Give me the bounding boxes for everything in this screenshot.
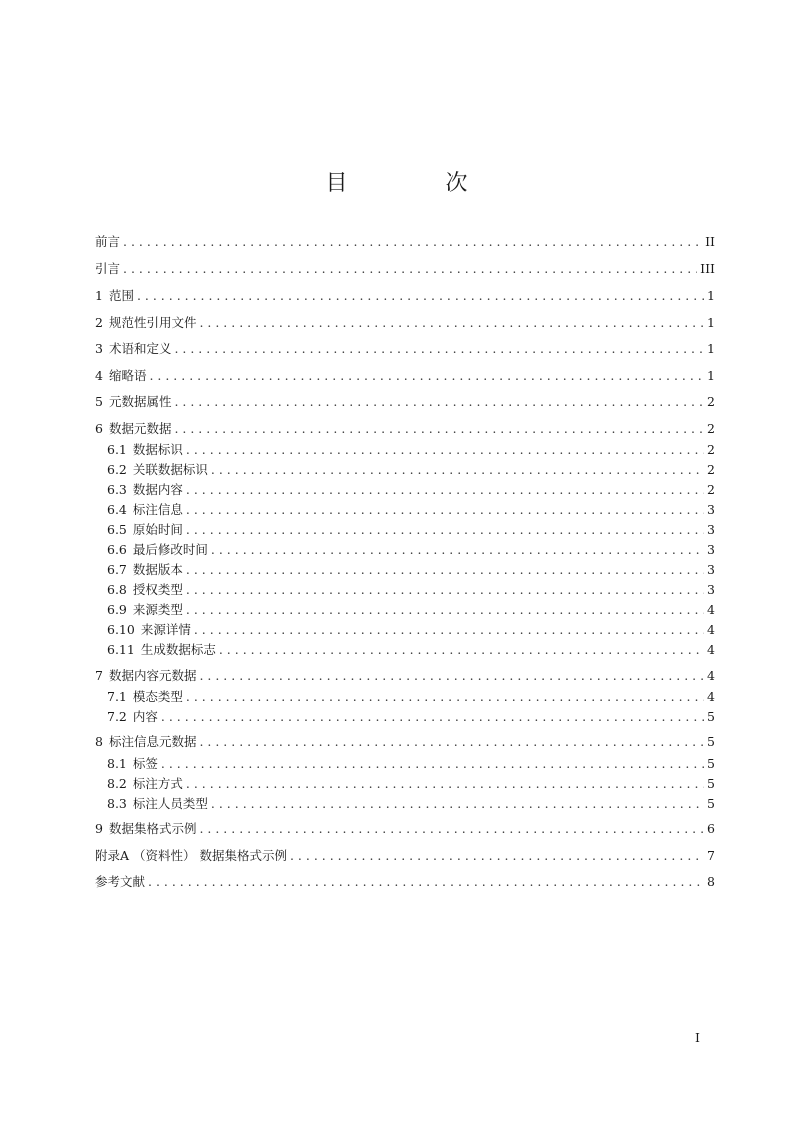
toc-entry[interactable]	[95, 733, 715, 751]
toc-entry-page: 5	[707, 796, 715, 811]
toc-entry-page: 1	[707, 368, 715, 383]
toc-entry-number: 6.9	[107, 602, 127, 617]
dot-leader	[211, 541, 704, 559]
toc-entry-number: 9	[95, 821, 103, 836]
toc-entry-text: 原始时间	[132, 522, 183, 537]
dot-leader	[199, 314, 704, 332]
toc-entry-label	[95, 847, 287, 865]
toc-entry-text: 标注方式	[132, 776, 183, 791]
dot-leader	[211, 461, 704, 479]
toc-entry-label	[107, 621, 191, 639]
toc-entry-label	[107, 755, 158, 773]
toc-entry[interactable]	[95, 287, 715, 305]
dot-leader	[148, 873, 704, 891]
toc-entry-text: 缩略语	[108, 368, 147, 383]
dot-leader	[199, 820, 704, 838]
toc-entry[interactable]	[107, 688, 715, 706]
toc-entry[interactable]	[107, 621, 715, 639]
toc-entry-number: 3	[95, 341, 103, 356]
toc-entry-page: 3	[707, 502, 715, 517]
toc-entry-text: 范围	[108, 288, 134, 303]
toc-entry-page: III	[700, 261, 715, 276]
toc-entry[interactable]	[107, 775, 715, 793]
toc-entry[interactable]	[107, 501, 715, 519]
toc-entry[interactable]	[95, 847, 715, 865]
toc-entry-text: 数据标识	[132, 442, 183, 457]
toc-entry[interactable]	[107, 581, 715, 599]
toc-entry[interactable]	[95, 667, 715, 685]
page-number: I	[695, 1030, 700, 1045]
dot-leader	[174, 420, 704, 438]
toc-entry-page: 1	[707, 288, 715, 303]
toc-entry-text: 标注人员类型	[132, 796, 208, 811]
toc-entry-page: 1	[707, 341, 715, 356]
toc-entry-text: 最后修改时间	[132, 542, 208, 557]
toc-entry-text: 元数据属性	[108, 394, 172, 409]
toc-entry-page: 5	[707, 734, 715, 749]
toc-entry-text: 生成数据标志	[140, 642, 216, 657]
toc-entry[interactable]	[107, 541, 715, 559]
toc-entry-text: 术语和定义	[108, 341, 172, 356]
dot-leader	[137, 287, 704, 305]
dot-leader	[186, 775, 704, 793]
toc-entry-page: 3	[707, 522, 715, 537]
toc-entry-number: 6.8	[107, 582, 127, 597]
toc-entry-number: 6.5	[107, 522, 127, 537]
toc-entry-text: 标注信息元数据	[108, 734, 197, 749]
toc-entry-page: 1	[707, 315, 715, 330]
toc-entry-page: 5	[707, 756, 715, 771]
dot-leader	[290, 847, 704, 865]
toc-entry-page: 3	[707, 562, 715, 577]
toc-entry-label	[107, 501, 183, 519]
toc-entry[interactable]	[107, 561, 715, 579]
toc-entry[interactable]	[107, 441, 715, 459]
dot-leader	[199, 667, 704, 685]
toc-entry-number: 5	[95, 394, 103, 409]
toc-entry-number: 8	[95, 734, 103, 749]
toc-entry-label	[107, 581, 183, 599]
toc-entry-text: 数据元数据	[108, 421, 172, 436]
dot-leader	[174, 393, 704, 411]
toc-entry-label	[107, 441, 183, 459]
dot-leader	[174, 340, 704, 358]
toc-entry-label	[95, 233, 120, 251]
toc-entry-text: 内容	[132, 709, 158, 724]
toc-entry-number: 6	[95, 421, 103, 436]
toc-entry-page: 3	[707, 582, 715, 597]
toc-entry-number: 8.1	[107, 756, 127, 771]
toc-entry-text: 数据集格式示例	[108, 821, 197, 836]
dot-leader	[211, 795, 704, 813]
toc-entry-text: 授权类型	[132, 582, 183, 597]
dot-leader	[186, 481, 704, 499]
dot-leader	[123, 233, 702, 251]
toc-entry-page: 3	[707, 542, 715, 557]
toc-entry-label	[107, 688, 183, 706]
toc-entry[interactable]	[107, 641, 715, 659]
toc-entry[interactable]	[107, 708, 715, 726]
dot-leader	[186, 601, 704, 619]
toc-entry-number: 8.3	[107, 796, 127, 811]
toc-entry-label	[107, 541, 208, 559]
toc-entry-label	[95, 420, 171, 438]
toc-entry-page: 8	[707, 874, 715, 889]
dot-leader	[123, 260, 697, 278]
toc-entry-label	[95, 314, 196, 332]
toc-entry[interactable]	[107, 795, 715, 813]
toc-entry-page: 2	[707, 442, 715, 457]
dot-leader	[186, 581, 704, 599]
dot-leader	[186, 501, 704, 519]
toc-entry-number: 6.6	[107, 542, 127, 557]
toc-entry-label	[95, 340, 171, 358]
toc-entry-label	[95, 873, 145, 891]
toc-entry-number: 4	[95, 368, 103, 383]
toc-entry-number: 6.1	[107, 442, 127, 457]
dot-leader	[186, 688, 704, 706]
toc-entry-page: 4	[707, 642, 715, 657]
toc-entry-number: 6.7	[107, 562, 127, 577]
toc-entry-label	[95, 260, 120, 278]
toc-entry-page: 4	[707, 602, 715, 617]
toc-entry-page: 2	[707, 421, 715, 436]
toc-entry-text: 标注信息	[132, 502, 183, 517]
toc-entry-text: 前言	[95, 234, 121, 249]
toc-entry-label	[95, 367, 146, 385]
toc-entry-text: 附录A （资料性） 数据集格式示例	[95, 848, 287, 863]
toc-entry-number: 1	[95, 288, 103, 303]
toc-entry-page: 5	[707, 776, 715, 791]
toc-entry[interactable]	[95, 260, 715, 278]
toc-entry-label	[95, 667, 196, 685]
toc-entry-label	[107, 521, 183, 539]
toc-entry[interactable]	[107, 521, 715, 539]
toc-entry-label	[95, 393, 171, 411]
dot-leader	[161, 708, 704, 726]
toc-entry[interactable]	[95, 340, 715, 358]
dot-leader	[219, 641, 704, 659]
toc-entry-page: 2	[707, 394, 715, 409]
toc-entry-text: 标签	[132, 756, 158, 771]
toc-entry-page: 5	[707, 709, 715, 724]
toc-entry-number: 6.2	[107, 462, 127, 477]
toc-entry-text: 参考文献	[95, 874, 146, 889]
toc-entry-label	[95, 287, 134, 305]
toc-entry-number: 7.1	[107, 689, 127, 704]
toc-entry[interactable]	[95, 820, 715, 838]
toc-entry[interactable]	[107, 481, 715, 499]
toc-entry-number: 8.2	[107, 776, 127, 791]
toc-entry[interactable]	[95, 367, 715, 385]
toc-entry[interactable]	[107, 755, 715, 773]
toc-entry-label	[107, 775, 183, 793]
toc-entry[interactable]	[95, 873, 715, 891]
toc-entry-text: 来源详情	[140, 622, 191, 637]
toc-entry-page: II	[705, 234, 715, 249]
dot-leader	[199, 733, 704, 751]
toc-entry[interactable]	[95, 393, 715, 411]
toc-entry-page: 6	[707, 821, 715, 836]
toc-entry-page: 2	[707, 462, 715, 477]
toc-entry-number: 6.11	[107, 642, 135, 657]
toc-entry-number: 6.4	[107, 502, 127, 517]
toc-entry-page: 4	[707, 622, 715, 637]
toc-entry[interactable]	[107, 601, 715, 619]
toc-entry-number: 2	[95, 315, 103, 330]
toc-entry-label	[107, 708, 158, 726]
toc-entry-label	[107, 461, 208, 479]
dot-leader	[186, 561, 704, 579]
toc-entry-text: 数据内容元数据	[108, 668, 197, 683]
dot-leader	[186, 521, 704, 539]
toc-entry-number: 7.2	[107, 709, 127, 724]
toc-entry-label	[107, 481, 183, 499]
toc-entry-page: 7	[707, 848, 715, 863]
toc-entry-page: 4	[707, 668, 715, 683]
toc-title: 目 次	[325, 171, 506, 196]
toc-entry-number: 7	[95, 668, 103, 683]
toc-entry-page: 4	[707, 689, 715, 704]
toc-entry-text: 规范性引用文件	[108, 315, 197, 330]
toc-entry-text: 模态类型	[132, 689, 183, 704]
toc-entry[interactable]	[95, 233, 715, 251]
dot-leader	[161, 755, 704, 773]
toc-entry-label	[95, 820, 196, 838]
toc-entry[interactable]	[107, 461, 715, 479]
toc-entry-text: 来源类型	[132, 602, 183, 617]
toc-entry-label	[107, 601, 183, 619]
toc-entry-number: 6.10	[107, 622, 135, 637]
toc-entry-label	[95, 733, 196, 751]
toc-entry-label	[107, 641, 216, 659]
toc-entry-page: 2	[707, 482, 715, 497]
toc-entry-text: 数据内容	[132, 482, 183, 497]
toc-entry-text: 数据版本	[132, 562, 183, 577]
toc-entry-text: 引言	[95, 261, 121, 276]
toc-entry-text: 关联数据标识	[132, 462, 208, 477]
toc-entry[interactable]	[95, 420, 715, 438]
dot-leader	[186, 441, 704, 459]
toc-entry-number: 6.3	[107, 482, 127, 497]
toc-entry-label	[107, 795, 208, 813]
toc-entry[interactable]	[95, 314, 715, 332]
dot-leader	[194, 621, 704, 639]
dot-leader	[149, 367, 704, 385]
toc-entry-label	[107, 561, 183, 579]
